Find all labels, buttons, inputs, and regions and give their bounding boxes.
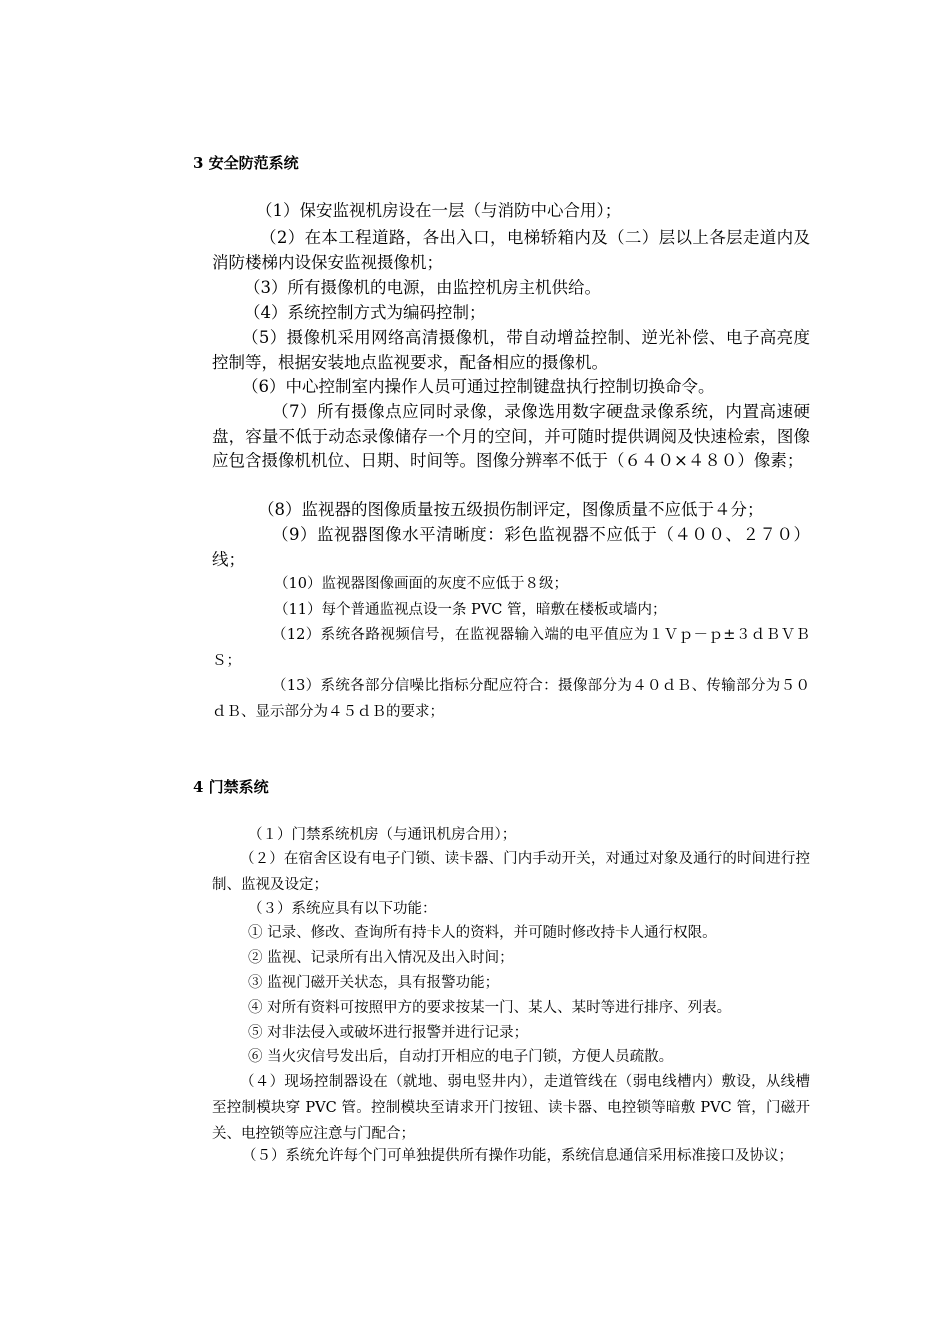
section-4-title: 4 门禁系统 — [193, 778, 269, 796]
s4-item-func-5: ⑤ 对非法侵入或破坏进行报警并进行记录； — [248, 1025, 529, 1041]
s3-item-8: （8）监视器的图像质量按五级损伤制评定，图像质量不应低于４分； — [258, 500, 764, 519]
s3-item-5: （5）摄像机采用网络高清摄像机，带自动增益控制、逆光补偿、电子高亮度控制等，根据安装地点监视要求，配备相应的摄像机。 — [212, 328, 810, 372]
s3-item-3: （3）所有摄像机的电源，由监控机房主机供给。 — [244, 278, 601, 297]
s3-item-4: （4）系统控制方式为编码控制； — [244, 303, 486, 322]
s3-item-10: （10）监视器图像画面的灰度不应低于８级； — [274, 576, 568, 592]
section-3-title: 3 安全防范系统 — [193, 154, 299, 172]
s4-item-4: （４）现场控制器设在（就地、弱电竖井内），走道管线在（弱电线槽内）敷设，从线槽至控制模块穿 PVC 管。控制模块至请求开门按钮、读卡器、电控锁等暗敷 PVC 管，门磁开关、电控锁等应注意与门配合； — [212, 1074, 810, 1142]
s4-item-3: （３）系统应具有以下功能： — [248, 901, 437, 917]
s4-item-1: （１）门禁系统机房（与通讯机房合用）； — [248, 827, 517, 843]
s4-item-2: （２）在宿舍区设有电子门锁、读卡器、门内手动开关，对通过对象及通行的时间进行控制、监视及设定； — [212, 851, 810, 893]
s4-item-func-2: ② 监视、记录所有出入情况及出入时间； — [248, 950, 514, 966]
s4-item-func-4: ④ 对所有资料可按照甲方的要求按某一门、某人、某时等进行排序、列表。 — [248, 1000, 732, 1016]
s3-item-6: （6）中心控制室内操作人员可通过控制键盘执行控制切换命令。 — [242, 377, 715, 396]
s3-item-11: （11）每个普通监视点设一条 PVC 管，暗敷在楼板或墙内； — [274, 602, 667, 618]
s4-item-func-3: ③ 监视门磁开关状态，具有报警功能； — [248, 975, 500, 991]
s3-item-13: （13）系统各部分信噪比指标分配应符合：摄像部分为４０ｄＢ、传输部分为５０ｄＢ、显示部分为４５ｄＢ的要求； — [212, 678, 810, 720]
s3-item-7: （7）所有摄像点应同时录像，录像选用数字硬盘录像系统，内置高速硬盘，容量不低于动态录像储存一个月的空间，并可随时提供调阅及快速检索，图像应包含摄像机机位、日期、时间等。图像分辨率不低于（６４０×４８０）像素； — [212, 402, 810, 470]
s4-item-5: （５）系统允许每个门可单独提供所有操作功能，系统信息通信采用标准接口及协议； — [242, 1148, 793, 1164]
s4-item-func-1: ① 记录、修改、查询所有持卡人的资料，并可随时修改持卡人通行权限。 — [248, 925, 717, 941]
s4-item-func-6: ⑥ 当火灾信号发出后，自动打开相应的电子门锁，方便人员疏散。 — [248, 1049, 674, 1065]
s3-item-12: （12）系统各路视频信号，在监视器输入端的电平值应为１Ｖｐ－ｐ±３ｄＢＶＢＳ； — [212, 627, 810, 669]
s3-item-1: （1）保安监视机房设在一层（与消防中心合用）； — [256, 201, 622, 220]
s3-item-2: （2）在本工程道路，各出入口，电梯轿箱内及（二）层以上各层走道内及消防楼梯内设保安监视摄像机； — [212, 228, 810, 272]
s3-item-9: （9）监视器图像水平清晰度：彩色监视器不应低于（４００、２７０）线； — [212, 525, 810, 569]
